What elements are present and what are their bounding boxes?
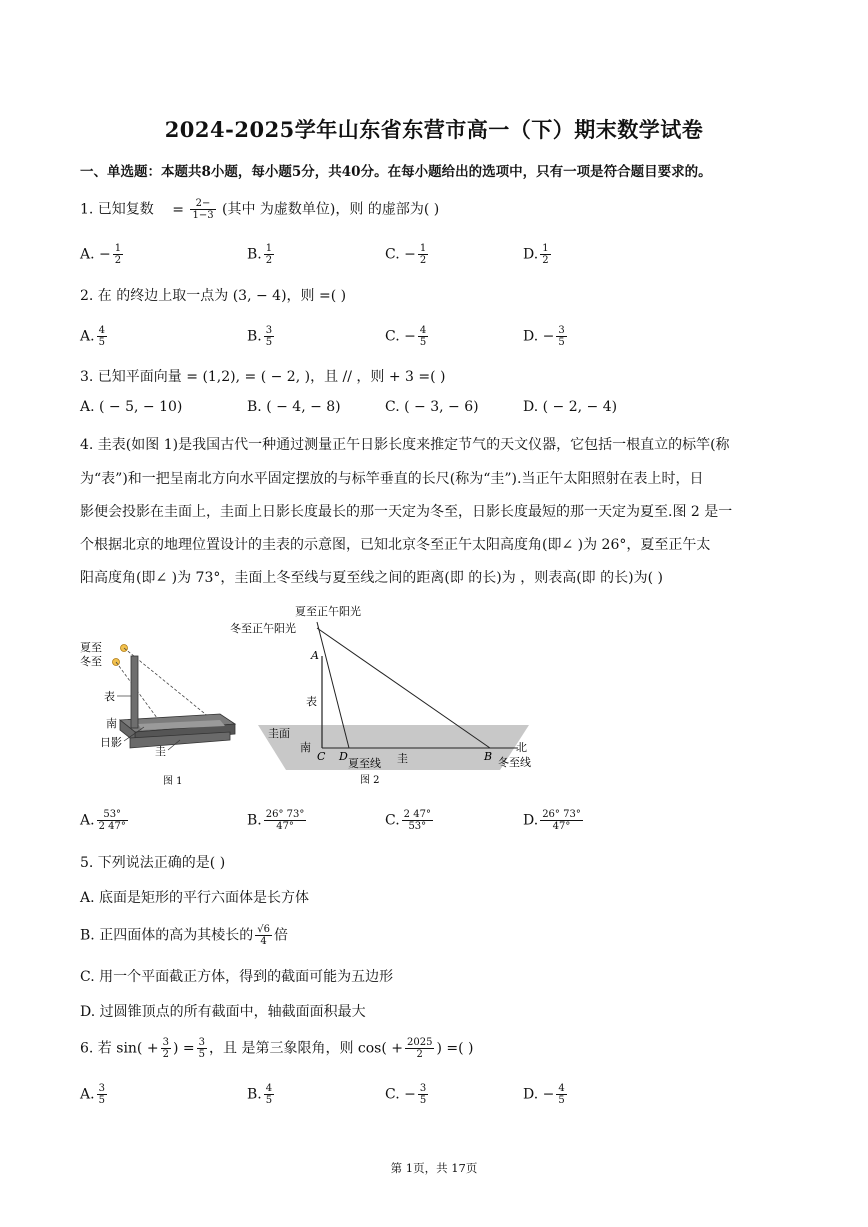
q4-option-b: B. $\frac{26^\circ 73^\circ}{47^\circ}$ [247,809,305,832]
fig1-gui-label: 圭 [155,745,166,758]
fig2-xiazhi-light-label: 夏至正午阳光 [295,605,361,618]
q6-option-a: A. $\frac{3}{5}$ [80,1083,105,1106]
sun-icon [113,645,128,666]
fraction: $\frac{2-}{1-3}$ [192,198,214,221]
question-4-line-4: 个根据北京的地理位置设计的圭表的示意图，已知北京冬至正午太阳高度角(即∠ )为 26°，夏至正午太 [80,537,711,553]
q5-option-c: C. 用一个平面截正方体，得到的截面可能为五边形 [80,969,394,985]
fig1-riying-label: 日影 [100,736,122,749]
q5-option-a: A. 底面是矩形的平行六面体是长方体 [80,890,310,906]
figure-2 [220,598,550,788]
q4-option-a: A. $\frac{53^\circ}{2 47^\circ}$ [80,809,126,832]
fig2-dongzhi-light-label: 冬至正午阳光 [230,622,296,635]
fig2-dongzhixian-label: 冬至线 [498,756,531,769]
q2-option-d: D. − $\frac{3}{5}$ [523,325,565,348]
fig2-caption: 图 2 [360,775,380,786]
q6-option-b: B. $\frac{4}{5}$ [247,1083,273,1106]
q1-option-b: B. $\frac{1}{2}$ [247,243,273,266]
fig1-caption: 图 1 [163,776,183,787]
q2-option-b: B. $\frac{3}{5}$ [247,325,273,348]
question-3: 3. 已知平面向量 = (1,2), = ( − 2, )，且 // ，则 + 3 =( ) [80,369,446,385]
q3-option-b: B. ( − 4, − 8) [247,399,341,415]
q1-option-c: C. − $\frac{1}{2}$ [385,243,427,266]
fig1-nan-label: 南 [106,717,117,730]
q4-option-c: C. $\frac{2 47^\circ}{53^\circ}$ [385,809,431,832]
question-4-line-3: 影便会投影在圭面上，圭面上日影长度最长的那一天定为冬至，日影长度最短的那一天定为夏至.图 2 是一 [80,504,733,520]
fig2-nan-label: 南 [300,741,311,754]
question-4-line-2: 为“表”)和一把呈南北方向水平固定摆放的与标竿垂直的长尺(称为“圭”).当正午太阳照射在表上时，日 [80,471,704,487]
fig2-point-b: B [484,750,493,763]
q5-option-d: D. 过圆锥顶点的所有截面中，轴截面面积最大 [80,1004,366,1020]
section-heading: 一、单选题：本题共8小题，每小题5分，共40分。在每小题给出的选项中，只有一项是符合题目要求的。 [80,164,712,180]
question-1: 1. 已知复数 = $\frac{2-}{1-3}$ (其中 为虚数单位)，则 的虚部为( ) [80,198,440,221]
page-title: 2024-2025学年山东省东营市高一（下）期末数学试卷 [164,117,704,142]
fig2-point-d: D [339,750,348,763]
page-footer: 第 1页，共 17页 [390,1161,478,1175]
fig1-xiazhi-label: 夏至 [80,641,102,654]
q3-option-c: C. ( − 3, − 6) [385,399,479,415]
question-6: 6. 若 sin( + $\frac{3}{2}$ ) = $\frac{3}{5}$ ，且 是第三象限角，则 cos( + $\frac{2025}{2}$ ) =( ) [80,1037,474,1060]
fig2-point-c: C [317,750,326,763]
q1-option-a: A. − $\frac{1}{2}$ [80,243,122,266]
fig2-xiazhixian-label: 夏至线 [348,757,381,770]
fig2-bei-label: 北 [516,741,527,754]
question-4-line-5: 阳高度角(即∠ )为 73°，圭面上冬至线与夏至线之间的距离(即 的长)为 ，则表高(即 的长)为( ) [80,570,663,586]
question-2: 2. 在 的终边上取一点为 (3, − 4)，则 =( ) [80,288,347,304]
fig2-guimian-label: 圭面 [268,727,290,740]
fig1-dongzhi-label: 冬至 [80,655,102,668]
fig2-biao-label: 表 [306,695,317,708]
q4-option-d: D. $\frac{26^\circ 73^\circ}{47^\circ}$ [523,809,581,832]
fig1-biao-label: 表 [104,690,115,703]
question-5: 5. 下列说法正确的是( ) [80,855,226,871]
q3-option-a: A. ( − 5, − 10) [80,399,183,415]
fig2-gui-label: 圭 [397,752,408,765]
q5-option-b: B. 正四面体的高为其棱长的 $\frac{√6}{4}$ 倍 [80,924,288,947]
q3-option-d: D. ( − 2, − 4) [523,399,618,415]
q2-option-a: A. $\frac{4}{5}$ [80,325,105,348]
q1-option-d: D. $\frac{1}{2}$ [523,243,549,266]
q2-option-c: C. − $\frac{4}{5}$ [385,325,427,348]
q6-option-c: C. − $\frac{3}{5}$ [385,1083,427,1106]
q6-option-d: D. − $\frac{4}{5}$ [523,1083,565,1106]
fig2-point-a: A [311,649,319,662]
question-4-line-1: 4. 圭表(如图 1)是我国古代一种通过测量正午日影长度来推定节气的天文仪器，它包括一根直立的标竿(称 [80,437,730,453]
